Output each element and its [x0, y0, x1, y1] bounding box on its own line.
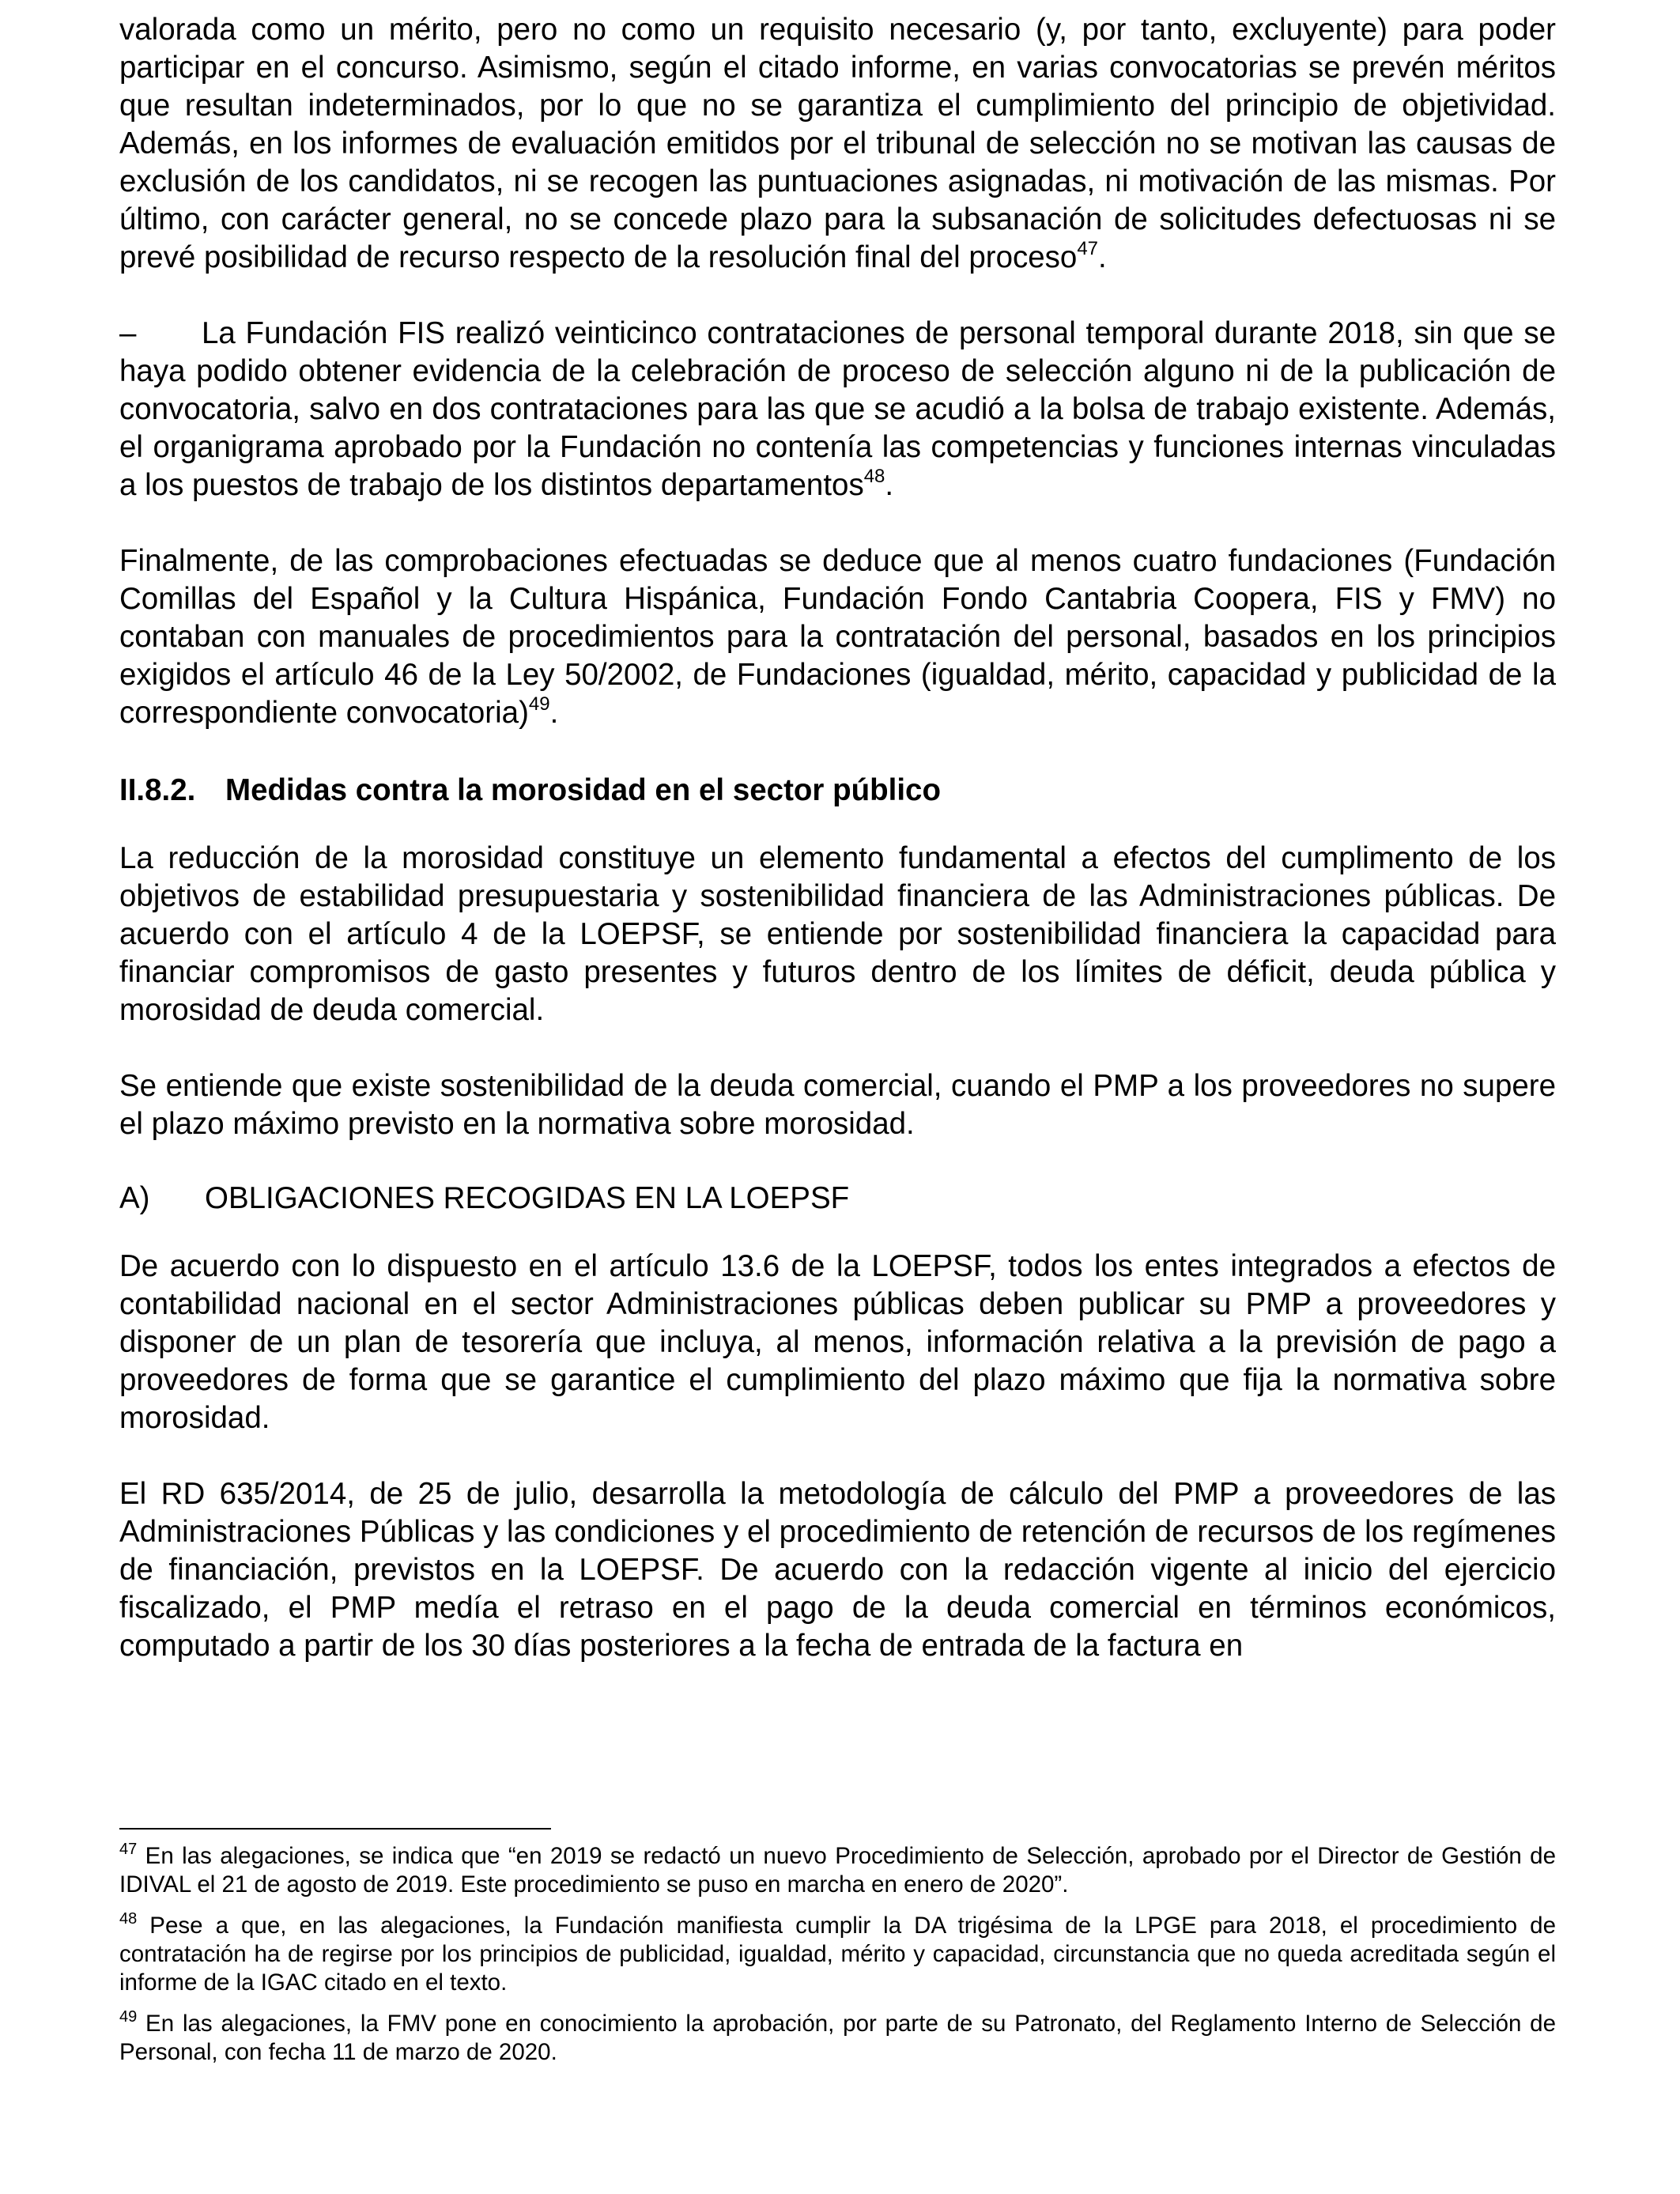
- subsection-letter: A): [119, 1181, 150, 1215]
- footnote-49: $^{49}$ En las alegaciones, la FMV pone en conocimiento la aprobación, por parte de su Patronato, del Reglamento Interno de Selección de Personal, con fecha 11 de marzo de 2020.: [119, 2008, 1556, 2065]
- footnote-47: $^{47}$ En las alegaciones, se indica que “en 2019 se redactó un nuevo Procedimiento de Selección, aprobado por el Director de Gestión de IDIVAL el 21 de agosto de 2019. Este procedimiento se puso en marcha en enero de 2020”.: [119, 1841, 1556, 1898]
- paragraph-text: Finalmente, de las comprobaciones efectuadas se deduce que al menos cuatro fundaciones (Fundación Comillas del Español y la Cultura Hispánica, Fundación Fondo Cantabria Coopera, FIS y FMV) no contaban con manuales de procedimientos para la contratación del personal, basados en los principios exigidos el artículo 46 de la Ley 50/2002, de Fundaciones (igualdad, mérito, capacidad y publicidad de la correspondiente convocatoria): [119, 544, 1556, 730]
- dash-bullet: –: [119, 316, 137, 350]
- paragraph-articulo-13-6: De acuerdo con lo dispuesto en el artículo 13.6 de la LOEPSF, todos los entes integrados a efectos de contabilidad nacional en el sector Administraciones públicas deben publicar su PMP a proveedores y disponer de un plan de tesorería que incluya, al menos, información relativa a la previsión de pago a proveedores de forma que se garantice el cumplimiento del plazo máximo que fija la normativa sobre morosidad.: [119, 1249, 1556, 1435]
- paragraph-text: valorada como un mérito, pero no como un requisito necesario (y, por tanto, excluyente) para poder participar en el concurso. Asimismo, según el citado informe, en varias convocatorias se prevén méritos que resultan indeterminados, por lo que no se garantiza el cumplimiento del principio de objetividad. Además, en los informes de evaluación emitidos por el tribunal de selección no se motivan las causas de exclusión de los candidatos, ni se recogen las puntuaciones asignadas, ni motivación de las mismas. Por último, con carácter general, no se concede plazo para la subsanación de solicitudes defectuosas ni se prevé posibilidad de recurso respecto de la resolución final del proceso: [119, 13, 1556, 274]
- footnote-ref-49[interactable]: 49: [528, 693, 550, 715]
- footnote-ref-48[interactable]: 48: [863, 466, 885, 487]
- subsection-title: OBLIGACIONES RECOGIDAS EN LA LOEPSF: [205, 1181, 850, 1215]
- subsection-heading: [119, 1180, 1556, 1218]
- paragraph-rd-635: El RD 635/2014, de 25 de julio, desarrolla la metodología de cálculo del PMP a proveedores de las Administraciones Públicas y las condiciones y el procedimiento de retención de recursos de los regímenes de financiación, previstos en la LOEPSF. De acuerdo con la redacción vigente al inicio del ejercicio fiscalizado, el PMP medía el retraso en el pago de la deuda comercial en términos económicos, computado a partir de los 30 días posteriores a la fecha de entrada de la factura en: [119, 1477, 1556, 1663]
- paragraph-reduccion: La reducción de la morosidad constituye un elemento fundamental a efectos del cumplimento de los objetivos de estabilidad presupuestaria y sostenibilidad financiera de las Administraciones públicas. De acuerdo con el artículo 4 de la LOEPSF, se entiende por sostenibilidad financiera la capacidad para financiar compromisos de gasto presentes y futuros dentro de los límites de déficit, deuda pública y morosidad de deuda comercial.: [119, 841, 1556, 1027]
- section-number: II.8.2.: [119, 773, 196, 807]
- paragraph-finalmente: Finalmente, de las comprobaciones efectuadas se deduce que al menos cuatro fundaciones (Fundación Comillas del Español y la Cultura Hispánica, Fundación Fondo Cantabria Coopera, FIS y FMV) no contaban con manuales de procedimientos para la contratación del personal, basados en los principios exigidos el artículo 46 de la Ley 50/2002, de Fundaciones (igualdad, mérito, capacidad y publicidad de la correspondiente convocatoria)$^{49}$.: [119, 544, 1556, 730]
- footnotes: [119, 1842, 1556, 2067]
- section-heading: [119, 772, 1556, 810]
- footnote-ref-47[interactable]: 47: [1077, 238, 1099, 259]
- section-title: Medidas contra la morosidad en el sector público: [225, 773, 941, 807]
- footnote-48: $^{48}$ Pese a que, en las alegaciones, la Fundación manifiesta cumplir la DA trigésima de la LPGE para 2018, el procedimiento de contratación ha de regirse por los principios de publicidad, igualdad, mérito y capacidad, circunstancia que no queda acreditada según el informe de la IGAC citado en el texto.: [119, 1910, 1556, 1996]
- footnote-separator: [119, 1828, 551, 1830]
- list-item-fis: – La Fundación FIS realizó veinticinco contrataciones de personal temporal durante 2018, sin que se haya podido obtener evidencia de la celebración de proceso de selección alguno ni de la publicación de convocatoria, salvo en dos contrataciones para las que se acudió a la bolsa de trabajo existente. Además, el organigrama aprobado por la Fundación no contenía las competencias y funciones internas vinculadas a los puestos de trabajo de los distintos departamentos$^{48}$.: [119, 316, 1556, 502]
- paragraph-merits: valorada como un mérito, pero no como un requisito necesario (y, por tanto, excluyente) para poder participar en el concurso. Asimismo, según el citado informe, en varias convocatorias se prevén méritos que resultan indeterminados, por lo que no se garantiza el cumplimiento del principio de objetividad. Además, en los informes de evaluación emitidos por el tribunal de selección no se motivan las causas de exclusión de los candidatos, ni se recogen las puntuaciones asignadas, ni motivación de las mismas. Por último, con carácter general, no se concede plazo para la subsanación de solicitudes defectuosas ni se prevé posibilidad de recurso respecto de la resolución final del proceso$^{47}$.: [119, 13, 1556, 274]
- paragraph-text: La Fundación FIS realizó veinticinco contrataciones de personal temporal durante 2018, sin que se haya podido obtener evidencia de la celebración de proceso de selección alguno ni de la publicación de convocatoria, salvo en dos contrataciones para las que se acudió a la bolsa de trabajo existente. Además, el organigrama aprobado por la Fundación no contenía las competencias y funciones internas vinculadas a los puestos de trabajo de los distintos departamentos: [119, 316, 1556, 502]
- document-body: [119, 11, 1556, 1665]
- paragraph-sostenibilidad: Se entiende que existe sostenibilidad de la deuda comercial, cuando el PMP a los proveedores no supere el plazo máximo previsto en la normativa sobre morosidad.: [119, 1069, 1556, 1141]
